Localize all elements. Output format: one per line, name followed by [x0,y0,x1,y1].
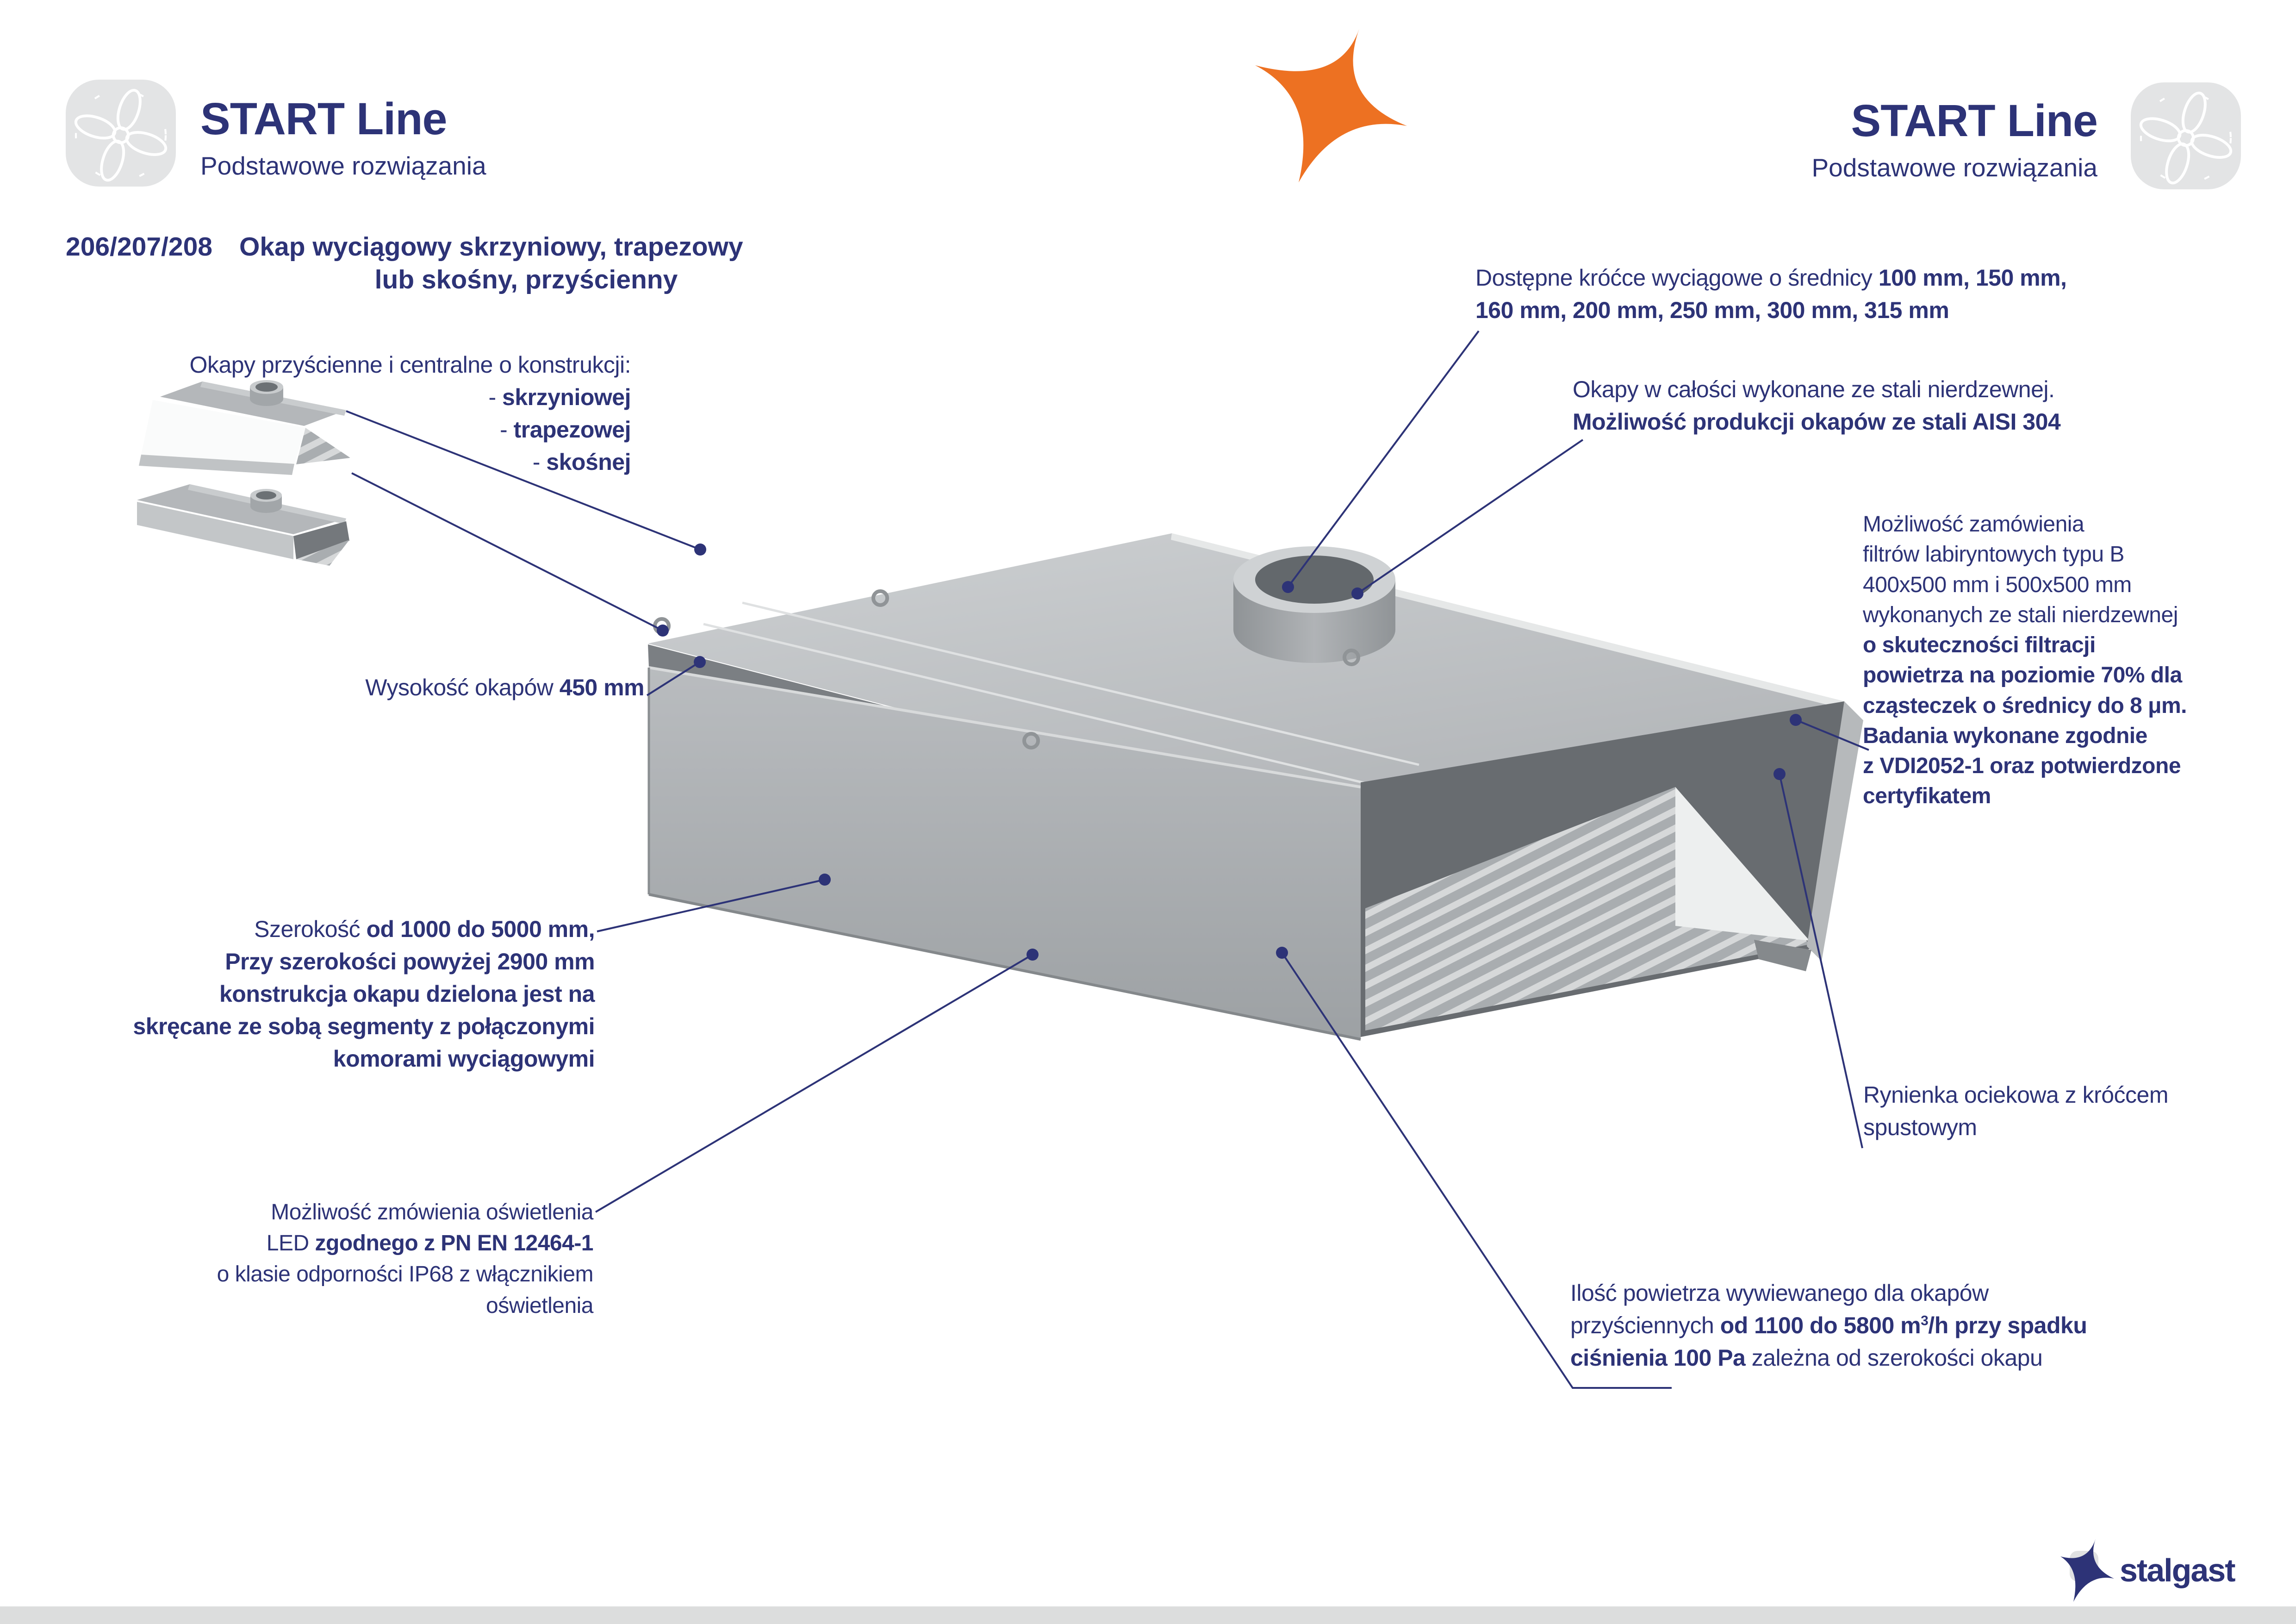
annotation-drip-tray: Rynienka ociekowa z króćcem spustowym [1863,1082,2168,1140]
duct-collar [1233,546,1395,663]
product-title [239,231,813,297]
annotation-hood-height: Wysokość okapów 450 mm [365,675,644,700]
leader-dot [1027,949,1039,961]
fan-icon [66,80,176,187]
header-right [1527,95,2097,182]
leader-dot [1276,947,1288,959]
product-title-line2: lub skośny, przyścienny [374,265,678,295]
leader-led [596,955,1033,1212]
leader-dot [694,656,706,668]
footer-brand-logo [2060,1538,2235,1603]
thumbnail-hood-box [137,484,349,566]
header-right-logo-tile [2131,82,2241,189]
spark-star-icon [2060,1538,2115,1603]
header-left-subtitle: Podstawowe rozwiązania [200,151,486,180]
annotation-duct-spigots: Dostępne króćce wyciągowe o średnicy 100 mm, 150 mm, 160 mm, 200 mm, 250 mm, 300 mm, 315 mm [1475,265,2067,323]
leader-konstrukcja-b [352,473,663,631]
leader-dot [657,625,669,637]
annotation-air-flow: Ilość powietrza wywiewanego dla okapów przyściennych od 1100 do 5800 $m^3/h$ przy spadku ciśnienia 100 Pa zależna od szerokości okapu [1570,1280,2087,1371]
header-left [200,96,486,179]
footer-brand-name: stalgast [2120,1552,2235,1588]
leader-dot [1790,714,1802,726]
spark-star-icon [1255,29,1407,182]
product-title-line1: Okap wyciągowy skrzyniowy, trapezowy [239,232,743,262]
leader-dot [1282,581,1294,593]
header-right-subtitle: Podstawowe rozwiązania [1811,153,2097,182]
leader-krocce [1288,331,1479,587]
annotation-construction-types: Okapy przyścienne i centralne o konstrukcji: - skrzyniowej - trapezowej - skośnej [189,352,631,475]
annotation-stainless-steel: Okapy w całości wykonane ze stali nierdzewnej. Możliwość produkcji okapów ze stali AISI 304 [1573,376,2061,435]
product-render-extraction-hood [648,533,1863,1039]
header-left-logo-tile [66,80,176,187]
product-heading [66,231,813,297]
header-left-title: START Line [200,94,447,144]
leader-dot [1351,587,1363,600]
leader-dot [694,543,706,556]
annotation-led-lighting: Możliwość zmówienia oświetlenia LED zgodnego z PN EN 12464-1 o klasie odporności IP68 z włącznikiem oświetlenia [217,1200,593,1318]
leader-stal [1357,440,1583,593]
annotation-hood-width: Szerokość od 1000 do 5000 mm, Przy szerokości powyżej 2900 mm konstrukcja okapu dzielona jest na skręcane ze sobą segmenty z połączonymi komorami wyciągowymi [133,916,595,1072]
annotation-labyrinth-filters: Możliwość zamówienia filtrów labiryntowych typu B 400x500 mm i 500x500 mm wykonanych ze stali nierdzewnej o skuteczności filtracji powietrza na poziomie 70% dla cząsteczek o średnicy do 8 μm. Badania wykonane zgodnie z VDI2052-1 oraz potwierdzone certyfikatem [1863,512,2187,809]
fan-icon [2131,82,2241,189]
product-code: 206/207/208 [66,232,212,262]
leader-dot [819,874,831,886]
header-right-title: START Line [1851,95,2097,146]
leader-dot [1773,768,1786,780]
footer-bar [0,1606,2296,1624]
